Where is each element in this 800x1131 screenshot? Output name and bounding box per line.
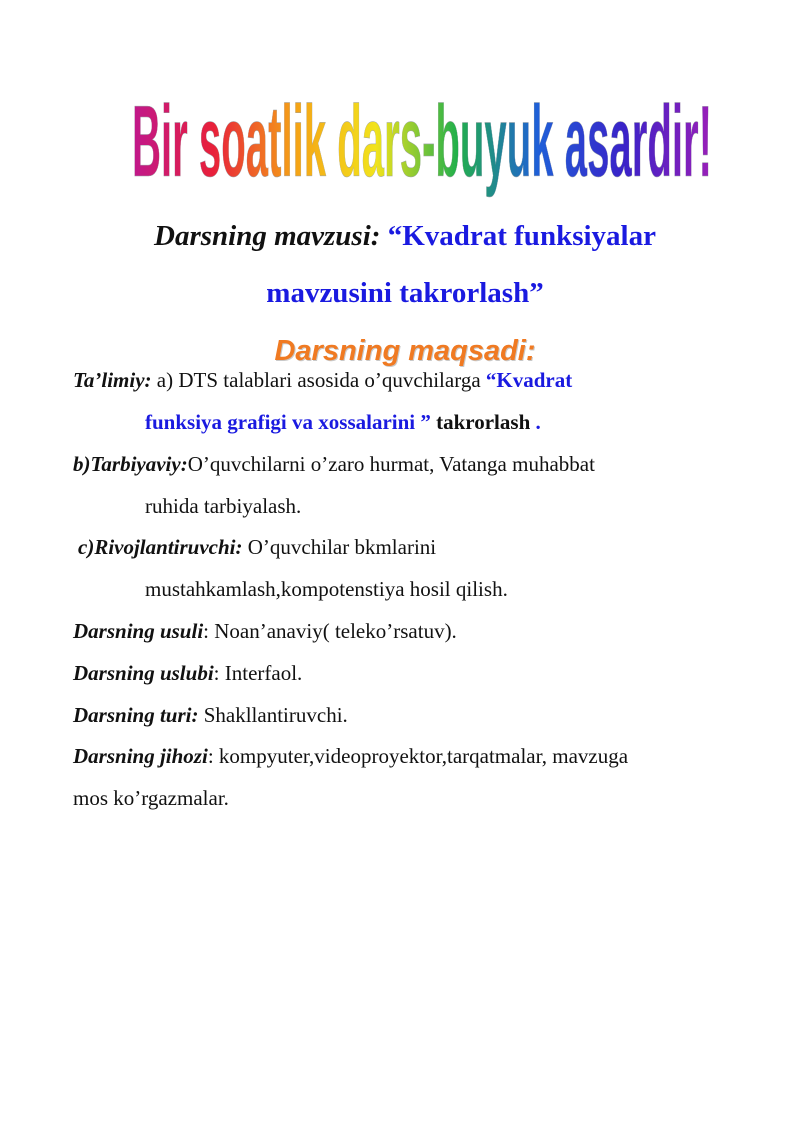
rivojlantiruvchi-text-2: mustahkamlash,kompotenstiya hosil qilish.: [145, 577, 508, 601]
usuli-text: : Noan’anaviy( teleko’rsatuv).: [203, 619, 457, 643]
jihozi-label: Darsning jihozi: [73, 744, 208, 768]
talimiy-line-1: [73, 370, 572, 391]
banner-text: Bir soatlik dars-buyuk asardir!: [132, 84, 713, 199]
tarbiyaviy-line-1: [73, 454, 595, 475]
rivojlantiruvchi-line-2: [145, 579, 508, 600]
topic-label: Darsning mavzusi:: [154, 220, 381, 252]
turi-line: [73, 705, 348, 726]
tarbiyaviy-text-1: O’quvchilarni o’zaro hurmat, Vatanga muhabbat: [187, 452, 595, 476]
topic-value-part-2: mavzusini takrorlash”: [266, 277, 544, 309]
wordart-banner: [125, 78, 720, 223]
turi-label: Darsning turi:: [73, 703, 199, 727]
jihozi-line-2: [73, 788, 229, 809]
talimiy-tail: takrorlash: [430, 410, 536, 434]
topic-value-part-1: “Kvadrat funksiyalar: [387, 220, 656, 252]
rivojlantiruvchi-text-1: O’quvchilar bkmlarini: [242, 535, 437, 559]
talimiy-line-2: [145, 412, 541, 433]
talimiy-highlight-2: funksiya grafigi va xossalarini ”: [145, 410, 431, 434]
uslubi-label: Darsning uslubi: [73, 661, 214, 685]
turi-text: Shakllantiruvchi.: [198, 703, 348, 727]
jihozi-text-1: : kompyuter,videoproyektor,tarqatmalar, mavzuga: [207, 744, 629, 768]
usuli-label: Darsning usuli: [73, 619, 204, 643]
lesson-topic-line-2: [60, 279, 750, 308]
talimiy-label: Ta’limiy:: [73, 368, 152, 392]
talimiy-dot: .: [535, 410, 541, 434]
aim-heading: Darsning maqsadi:: [274, 335, 536, 367]
talimiy-highlight-1: “Kvadrat: [485, 368, 573, 392]
uslubi-line: [73, 663, 302, 684]
tarbiyaviy-text-2: ruhida tarbiyalash.: [145, 494, 302, 518]
tarbiyaviy-label: b)Tarbiyaviy:: [73, 452, 188, 476]
jihozi-line-1: [73, 746, 628, 767]
rivojlantiruvchi-line-1: [78, 537, 436, 558]
tarbiyaviy-line-2: [145, 496, 301, 517]
uslubi-text: : Interfaol.: [213, 661, 303, 685]
talimiy-text: a) DTS talablari asosida o’quvchilarga: [151, 368, 486, 392]
lesson-topic-line-1: [60, 222, 750, 251]
usuli-line: [73, 621, 457, 642]
rivojlantiruvchi-label: c)Rivojlantiruvchi:: [78, 535, 243, 559]
jihozi-text-2: mos ko’rgazmalar.: [73, 786, 229, 810]
